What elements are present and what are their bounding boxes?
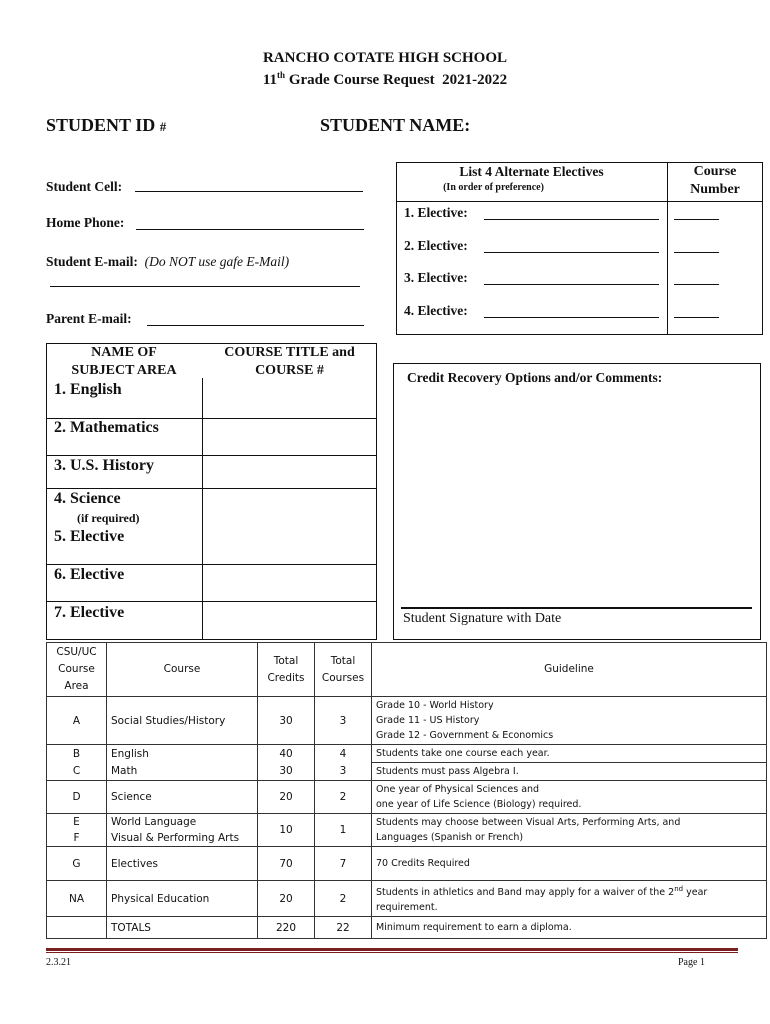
row-courses: 2 — [315, 781, 372, 814]
subject-elective-5: 5. Elective — [54, 528, 125, 545]
row-area: D — [47, 781, 107, 814]
subject-english: 1. English — [54, 381, 122, 398]
row-guideline: Students in athletics and Band may apply for a waiver of the 2nd year requirement. — [372, 881, 767, 917]
table-row — [47, 781, 767, 814]
table-row-totals — [47, 917, 767, 939]
course-input-english[interactable] — [203, 379, 376, 417]
header-area: CSU/UC Course Area — [47, 643, 107, 697]
subject-elective-7: 7. Elective — [54, 604, 125, 621]
parent-email-field[interactable] — [147, 324, 364, 326]
row-area: NA — [47, 881, 107, 917]
row-credits: 30 — [258, 763, 315, 781]
row-guideline: Students take one course each year. — [372, 745, 767, 763]
table-row — [47, 881, 767, 917]
table-row — [47, 847, 767, 881]
alt-elective-3-label: 3. Elective: — [404, 270, 468, 285]
row-courses: 22 — [315, 917, 372, 939]
row-course: Social Studies/History — [107, 697, 258, 745]
row-course: TOTALS — [107, 917, 258, 939]
footer-page: Page 1 — [678, 957, 705, 968]
alt-subheader: (In order of preference) — [443, 182, 544, 193]
guideline-table — [46, 642, 767, 939]
row-course: Visual & Performing Arts — [107, 830, 258, 847]
student-cell-field[interactable] — [135, 190, 363, 192]
course-input-science-elective[interactable] — [203, 489, 376, 563]
home-phone-field[interactable] — [136, 228, 364, 230]
row-courses: 3 — [315, 697, 372, 745]
footer-rule-thin — [46, 952, 738, 953]
credit-recovery-box[interactable] — [393, 363, 761, 640]
subject-elective-6: 6. Elective — [54, 566, 125, 583]
header-credits: Total Credits — [258, 643, 315, 697]
alt-elective-1-label: 1. Elective: — [404, 205, 468, 220]
row-guideline: Students may choose between Visual Arts, Performing Arts, and Languages (Spanish or French) — [372, 814, 767, 847]
row-area — [47, 917, 107, 939]
row-area: E — [47, 814, 107, 831]
row-area: G — [47, 847, 107, 881]
alt-header-divider — [396, 201, 763, 202]
form-title: 11th Grade Course Request 2021-2022 — [262, 70, 508, 88]
credit-recovery-label: Credit Recovery Options and/or Comments: — [407, 370, 663, 385]
row-courses: 1 — [315, 814, 372, 847]
row-credits: 70 — [258, 847, 315, 881]
row-credits: 20 — [258, 881, 315, 917]
row-area: C — [47, 763, 107, 781]
alt-elective-4-label: 4. Elective: — [404, 303, 468, 318]
alt-elective-2-label: 2. Elective: — [404, 238, 468, 253]
alt-elective-4-number[interactable] — [674, 316, 719, 318]
header-courses: Total Courses — [315, 643, 372, 697]
student-email-field[interactable] — [50, 285, 360, 287]
alt-elective-4-field[interactable] — [484, 316, 659, 318]
alt-elective-1-field[interactable] — [484, 218, 659, 220]
course-input-elective-6[interactable] — [203, 565, 376, 600]
table-row — [47, 697, 767, 745]
table-header-row — [47, 643, 767, 697]
course-input-elective-7[interactable] — [203, 602, 376, 639]
student-email-label: Student E-mail: (Do NOT use gafe E-Mail) — [46, 254, 290, 269]
alt-elective-2-field[interactable] — [484, 251, 659, 253]
row-course: Science — [107, 781, 258, 814]
row-course: World Language — [107, 814, 258, 831]
row-courses: 2 — [315, 881, 372, 917]
row-guideline: Minimum requirement to earn a diploma. — [372, 917, 767, 939]
science-note: (if required) — [77, 511, 140, 525]
parent-email-label: Parent E-mail: — [46, 311, 132, 326]
student-cell-label: Student Cell: — [46, 179, 123, 194]
row-guideline: One year of Physical Sciences and one year of Life Science (Biology) required. — [372, 781, 767, 814]
table-row — [47, 745, 767, 763]
row-credits: 40 — [258, 745, 315, 763]
home-phone-label: Home Phone: — [46, 215, 125, 230]
table-row — [47, 763, 767, 781]
subject-mathematics: 2. Mathematics — [54, 419, 159, 436]
header-course: Course — [107, 643, 258, 697]
course-number-header-1: Course — [693, 164, 737, 179]
row-credits: 20 — [258, 781, 315, 814]
alt-elective-3-number[interactable] — [674, 283, 719, 285]
row-course: English — [107, 745, 258, 763]
row-area: B — [47, 745, 107, 763]
row-course: Math — [107, 763, 258, 781]
subject-us-history: 3. U.S. History — [54, 457, 154, 474]
student-name-label: STUDENT NAME: — [320, 115, 471, 135]
footer-rule — [46, 948, 738, 951]
row-course: Physical Education — [107, 881, 258, 917]
row-credits: 30 — [258, 697, 315, 745]
row-courses: 7 — [315, 847, 372, 881]
alt-elective-3-field[interactable] — [484, 283, 659, 285]
alt-elective-2-number[interactable] — [674, 251, 719, 253]
row-courses: 4 — [315, 745, 372, 763]
row-credits: 220 — [258, 917, 315, 939]
row-guideline: Students must pass Algebra I. — [372, 763, 767, 781]
course-input-history[interactable] — [203, 456, 376, 487]
course-input-math[interactable] — [203, 419, 376, 454]
row-guideline: 70 Credits Required — [372, 847, 767, 881]
signature-label: Student Signature with Date — [403, 611, 562, 626]
signature-line — [401, 607, 752, 609]
row-courses: 3 — [315, 763, 372, 781]
alt-header: List 4 Alternate Electives — [459, 164, 604, 179]
row-course: Electives — [107, 847, 258, 881]
subject-science: 4. Science — [54, 490, 121, 507]
school-name: RANCHO COTATE HIGH SCHOOL — [262, 50, 508, 66]
student-id-label: STUDENT ID # — [46, 115, 167, 135]
table-row — [47, 814, 767, 831]
header-guideline: Guideline — [372, 643, 767, 697]
footer-date: 2.3.21 — [46, 957, 71, 968]
course-title-header: COURSE TITLE and COURSE # — [224, 345, 355, 378]
alt-elective-1-number[interactable] — [674, 218, 719, 220]
row-credits: 10 — [258, 814, 315, 847]
row-area: F — [47, 830, 107, 847]
row-area: A — [47, 697, 107, 745]
row-guideline: Grade 10 - World History Grade 11 - US History Grade 12 - Government & Economics — [372, 697, 767, 745]
course-number-header-2: Number — [690, 182, 740, 197]
subject-header: NAME OF SUBJECT AREA — [71, 345, 177, 378]
